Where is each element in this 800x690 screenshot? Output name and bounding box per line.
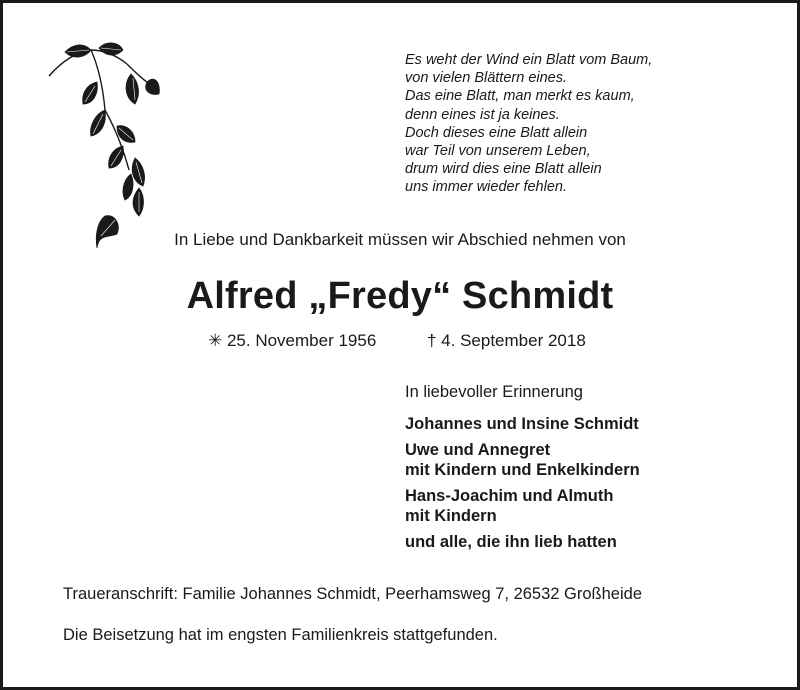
birch-branch-icon: [43, 38, 163, 253]
memory-line: In liebevoller Erinnerung: [405, 383, 583, 401]
poem-line: denn eines ist ja keines.: [405, 106, 560, 123]
poem: [405, 51, 652, 197]
death-date: † 4. September 2018: [427, 331, 586, 350]
mourner-detail: mit Kindern und Enkelkindern: [405, 461, 640, 479]
mourner-detail: mit Kindern: [405, 507, 497, 525]
intro-text: In Liebe und Dankbarkeit müssen wir Abschied nehmen von: [174, 230, 626, 249]
poem-line: drum wird dies eine Blatt allein: [405, 161, 602, 178]
poem-line: uns immer wieder fehlen.: [405, 179, 567, 196]
mourner-group: [405, 486, 640, 527]
mourner-name: und alle, die ihn lieb hatten: [405, 532, 617, 551]
birth-date: ✳ 25. November 1956: [208, 331, 377, 350]
poem-line: Es weht der Wind ein Blatt vom Baum,: [405, 52, 653, 68]
mourner-name: Uwe und Annegret: [405, 440, 551, 459]
mourners-list: [405, 414, 640, 557]
poem-line: von vielen Blättern eines.: [405, 70, 568, 87]
funeral-note: Die Beisetzung hat im engsten Familienkreis stattgefunden.: [63, 626, 498, 644]
mourner-group: [405, 414, 640, 435]
deceased-name: Alfred „Fredy“ Schmidt: [186, 275, 614, 317]
poem-line: war Teil von unserem Leben,: [405, 143, 591, 160]
poem-line: Das eine Blatt, man merkt es kaum,: [405, 88, 635, 105]
mourner-name: Hans-Joachim und Almuth: [405, 486, 614, 505]
mourner-name: Johannes und Insine Schmidt: [405, 415, 639, 433]
mourner-group: [405, 532, 640, 553]
poem-line: Doch dieses eine Blatt allein: [405, 124, 588, 141]
mourning-address: Traueranschrift: Familie Johannes Schmidt, Peerhamsweg 7, 26532 Großheide: [63, 585, 643, 603]
mourner-group: [405, 440, 640, 481]
